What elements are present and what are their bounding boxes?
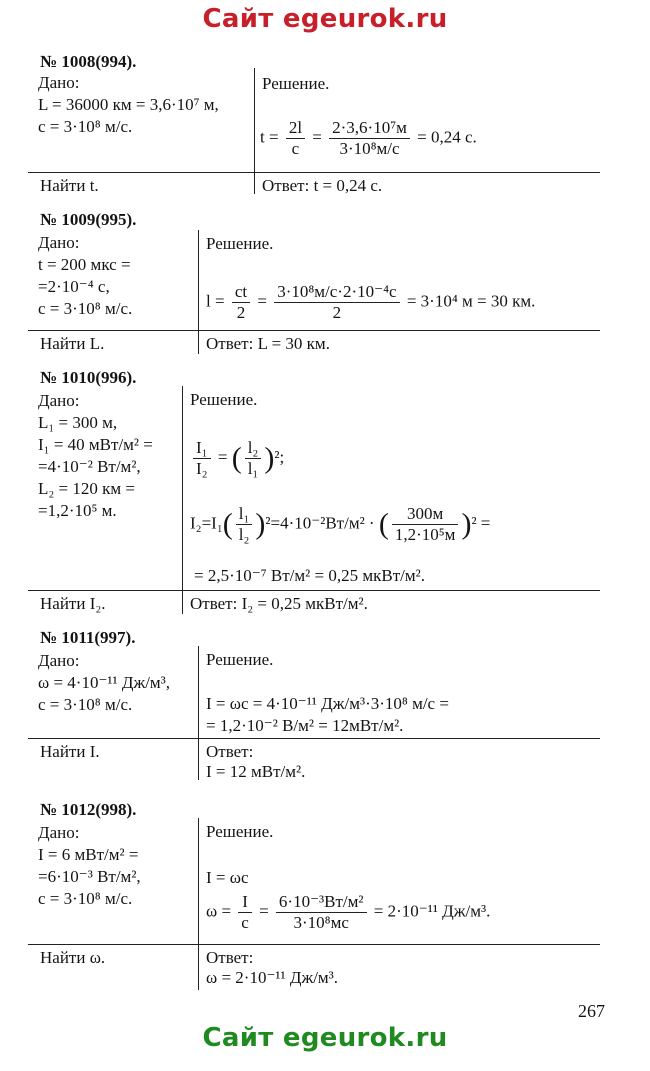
problem-title: № 1011(997).	[40, 628, 136, 647]
given-line: c = 3·10⁸ м/с.	[38, 117, 133, 136]
divider-horizontal	[28, 330, 600, 331]
divider-vertical	[198, 230, 199, 354]
fraction: $\frac{2l}{c}$	[286, 118, 305, 159]
given-line: L₂ = 120 км =	[38, 479, 136, 498]
answer-label: Ответ:	[206, 948, 254, 967]
fraction: $\frac{\text{l₁}}{\text{l₂}}$	[236, 504, 253, 545]
given-line: =1,2·10⁵ м.	[38, 501, 117, 520]
equation-result: = 2,5·10⁻⁷ Вт/м² = 0,25 мкВт/м².	[194, 566, 425, 585]
site-banner-top[interactable]: Сайт egeurok.ru	[202, 4, 448, 34]
given-line: c = 3·10⁸ м/с.	[38, 695, 133, 714]
problem-title: № 1012(998).	[40, 800, 137, 819]
equation: I = ωc	[206, 868, 249, 887]
fraction: $\frac{\text{3·10⁸м/с·2·10⁻⁴с}}{2}$	[274, 282, 399, 323]
find-label: Найти ω.	[40, 948, 106, 967]
answer: ω = 2·10⁻¹¹ Дж/м³.	[206, 968, 339, 987]
find-label: Найти I.	[40, 742, 100, 761]
problem-title: № 1009(995).	[40, 210, 137, 229]
equation: I = ωc = 4·10⁻¹¹ Дж/м³·3·10⁸ м/с =	[206, 694, 449, 713]
solution-label: Решение.	[206, 650, 274, 669]
solution-label: Решение.	[262, 74, 330, 93]
equation-intensity: I₂=I₁( $\frac{\text{l₁}}{\text{l₂}}$ )²=4·10⁻²Вт/м² · ( $\frac{300м}{\text{1,2·10⁵м}}$ )² =	[190, 504, 491, 544]
given-line: =2·10⁻⁴ с,	[38, 277, 110, 296]
page-number: 267	[578, 1001, 605, 1021]
equation-ratio: $\frac{\text{I₁}}{\text{I₂}}$ = ( $\frac{\text{l₂}}{\text{l₁}}$ )²;	[190, 438, 284, 479]
equation-result: ω = $\frac{I}{c}$ = $\frac{\text{6·10⁻³Вт/м²}}{\text{3·10⁸мс}}$ = 2·10⁻¹¹ Дж/м³.	[206, 892, 491, 932]
find-label: Найти t.	[40, 176, 99, 195]
given-label: Дано:	[38, 823, 80, 842]
problem-title: № 1010(996).	[40, 368, 137, 387]
divider-vertical	[182, 386, 183, 614]
given-line: c = 3·10⁸ м/с.	[38, 299, 133, 318]
given-block	[38, 650, 170, 716]
given-line: =4·10⁻² Вт/м²,	[38, 457, 141, 476]
answer: Ответ: I₂ = 0,25 мкВт/м².	[190, 594, 368, 613]
equation: l = $\frac{ct}{2}$ = $\frac{\text{3·10⁸м/с·2·10⁻⁴с}}{2}$ = 3·10⁴ м = 30 км.	[206, 282, 536, 322]
fraction: $\frac{ct}{2}$	[232, 282, 250, 323]
given-block	[38, 822, 141, 910]
given-block	[38, 232, 132, 320]
solution-label: Решение.	[206, 234, 274, 253]
divider-vertical	[254, 68, 255, 194]
problem-title: № 1008(994).	[40, 52, 137, 71]
answer: Ответ: L = 30 км.	[206, 334, 330, 353]
given-line: L = 36000 км = 3,6·10⁷ м,	[38, 95, 219, 114]
fraction: $\frac{\text{l₂}}{\text{l₁}}$	[245, 438, 262, 479]
given-label: Дано:	[38, 233, 80, 252]
divider-horizontal	[28, 172, 600, 173]
given-line: L₁ = 300 м,	[38, 413, 118, 432]
divider-vertical	[198, 818, 199, 990]
fraction: $\frac{300м}{\text{1,2·10⁵м}}$	[392, 504, 459, 545]
given-block	[38, 390, 153, 522]
given-line: =6·10⁻³ Вт/м²,	[38, 867, 141, 886]
fraction: $\frac{\text{2·3,6·10⁷м}}{\text{3·10⁸м/с}}$	[329, 118, 410, 159]
given-label: Дано:	[38, 73, 80, 92]
divider-horizontal	[28, 738, 600, 739]
given-line: I₁ = 40 мВт/м² =	[38, 435, 153, 454]
divider-horizontal	[28, 944, 600, 945]
find-label: Найти I₂.	[40, 594, 106, 613]
fraction: $\frac{\text{6·10⁻³Вт/м²}}{\text{3·10⁸мс}}$	[276, 892, 367, 933]
given-line: c = 3·10⁸ м/с.	[38, 889, 133, 908]
given-label: Дано:	[38, 651, 80, 670]
given-label: Дано:	[38, 391, 80, 410]
answer-label: Ответ:	[206, 742, 254, 761]
fraction: $\frac{I}{c}$	[238, 892, 252, 933]
given-line: I = 6 мВт/м² =	[38, 845, 139, 864]
equation-result: = 1,2·10⁻² В/м² = 12мВт/м².	[206, 716, 404, 735]
answer: I = 12 мВт/м².	[206, 762, 306, 781]
solution-label: Решение.	[190, 390, 258, 409]
divider-horizontal	[28, 590, 600, 591]
site-banner-bottom[interactable]: Сайт egeurok.ru	[202, 1023, 448, 1053]
given-line: t = 200 мкс =	[38, 255, 131, 274]
given-block	[38, 72, 219, 138]
solution-label: Решение.	[206, 822, 274, 841]
fraction: $\frac{\text{I₁}}{\text{I₂}}$	[193, 438, 211, 479]
divider-vertical	[198, 646, 199, 780]
answer: Ответ: t = 0,24 с.	[262, 176, 383, 195]
given-line: ω = 4·10⁻¹¹ Дж/м³,	[38, 673, 171, 692]
find-label: Найти L.	[40, 334, 105, 353]
equation: t = $\frac{2l}{c}$ = $\frac{\text{2·3,6·10⁷м}}{\text{3·10⁸м/с}}$ = 0,24 с.	[260, 118, 477, 158]
